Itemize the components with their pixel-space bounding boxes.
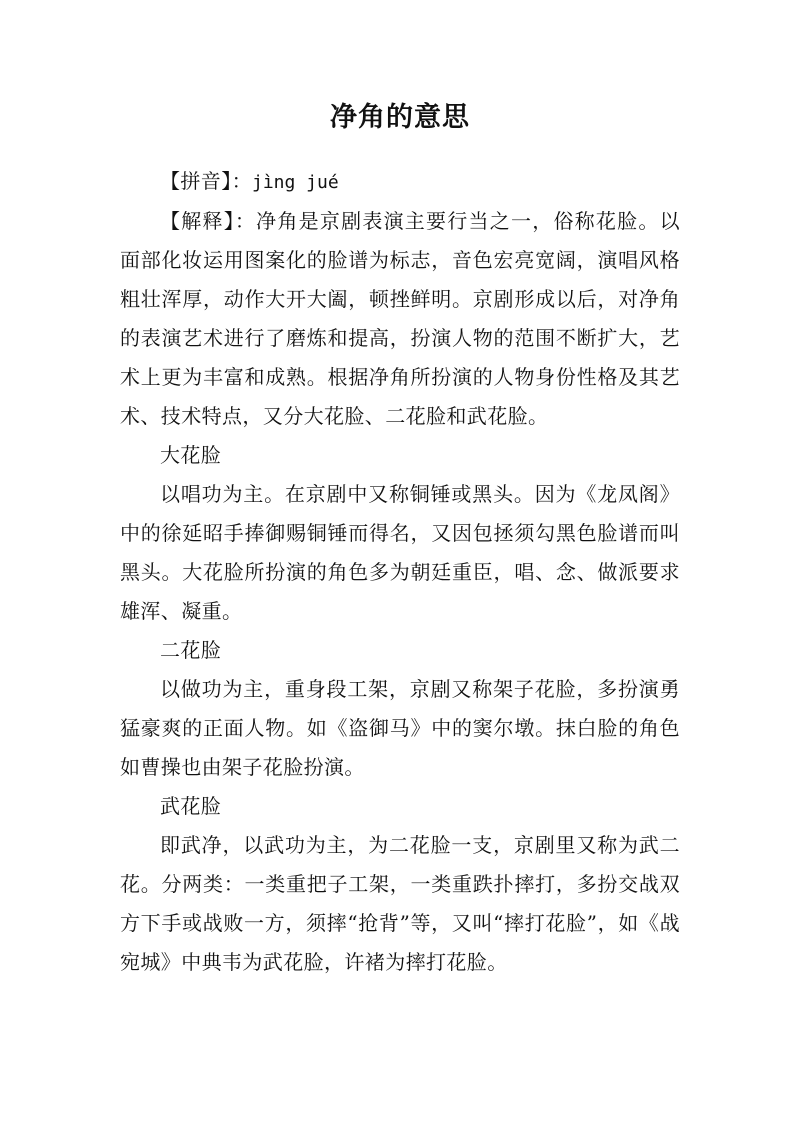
section-heading-wu-hua-lian: 武花脸 — [160, 794, 222, 818]
explanation-label: 【解释】： — [160, 209, 257, 233]
section-heading-da-hua-lian: 大花脸 — [160, 443, 222, 467]
pinyin-label: 【拼音】： — [160, 169, 252, 193]
section-heading-er-hua-lian: 二花脸 — [160, 638, 222, 662]
section-text-wu-hua-lian: 即武净，以武功为主，为二花脸一支，京剧里又称为武二花。分两类：一类重把子工架，一类重跌扑摔打，多扮交战双方下手或战败一方，须摔“抢背”等，又叫“摔打花脸”，如《战宛城》中典韦为武花脸，许褚为摔打花脸。 — [120, 833, 680, 974]
section-text-er-hua-lian: 以做功为主，重身段工架，京剧又称架子花脸，多扮演勇猛豪爽的正面人物。如《盗御马》中的窦尔墩。抹白脸的角色如曹操也由架子花脸扮演。 — [120, 677, 680, 779]
section-text-da-hua-lian: 以唱功为主。在京剧中又称铜锤或黑头。因为《龙凤阁》中的徐延昭手捧御赐铜锤而得名，又因包拯须勾黑色脸谱而叫黑头。大花脸所扮演的角色多为朝廷重臣，唱、念、做派要求雄浑、凝重。 — [120, 482, 680, 623]
document-content — [120, 98, 680, 982]
explanation-paragraph — [120, 202, 680, 436]
pinyin-value: jìng jué — [252, 172, 339, 193]
page-title: 净角的意思 — [330, 102, 470, 133]
explanation-text: 净角是京剧表演主要行当之一，俗称花脸。以面部化妆运用图案化的脸谱为标志，音色宏亮宽阔，演唱风格粗壮浑厚，动作大开大阖，顿挫鲜明。京剧形成以后，对净角的表演艺术进行了磨炼和提高，扮演人物的范围不断扩大，艺术上更为丰富和成熟。根据净角所扮演的人物身份性格及其艺术、技术特点，又分大花脸、二花脸和武花脸。 — [120, 209, 681, 428]
pinyin-line — [120, 162, 680, 202]
